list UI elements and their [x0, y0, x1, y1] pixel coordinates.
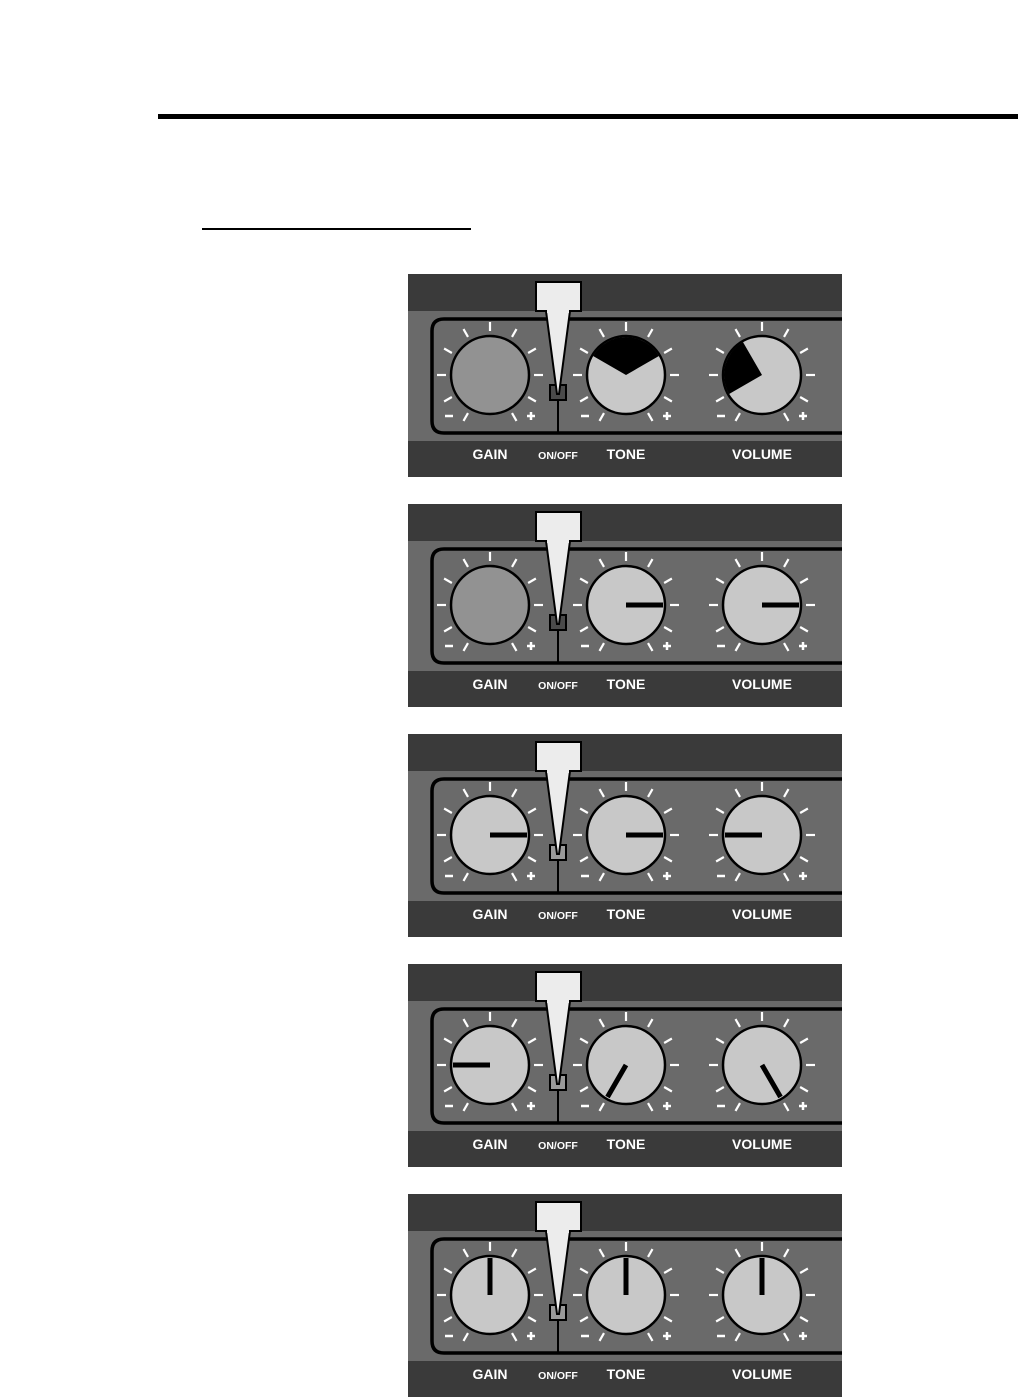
tone-label: TONE: [606, 1366, 646, 1382]
amp-control-panel: [408, 1194, 842, 1397]
tone-label: TONE: [606, 1136, 646, 1152]
knob-body: [451, 336, 529, 414]
amp-control-panel: [408, 964, 842, 1167]
callout-box: [536, 972, 581, 1001]
callout-box: [536, 1202, 581, 1231]
section-heading-rule: [202, 228, 471, 230]
gain-label: GAIN: [472, 676, 508, 692]
amp-control-panel: [408, 274, 842, 477]
on-off-label: ON/OFF: [538, 1370, 578, 1382]
tone-label: TONE: [606, 906, 646, 922]
gain-label: GAIN: [472, 446, 508, 462]
volume-label: VOLUME: [732, 446, 792, 462]
on-off-label: ON/OFF: [538, 450, 578, 462]
callout-box: [536, 512, 581, 541]
callout-box: [536, 282, 581, 311]
on-off-label: ON/OFF: [538, 910, 578, 922]
knob-body: [451, 566, 529, 644]
tone-label: TONE: [606, 676, 646, 692]
amp-control-panel: [408, 504, 842, 707]
callout-box: [536, 742, 581, 771]
amp-control-panel: [408, 734, 842, 937]
callout-joint: [547, 1228, 569, 1233]
callout-joint: [547, 538, 569, 543]
callout-joint: [547, 308, 569, 313]
on-off-label: ON/OFF: [538, 680, 578, 692]
gain-label: GAIN: [472, 1136, 508, 1152]
callout-joint: [547, 998, 569, 1003]
callout-joint: [547, 768, 569, 773]
volume-label: VOLUME: [732, 906, 792, 922]
volume-label: VOLUME: [732, 1136, 792, 1152]
gain-label: GAIN: [472, 906, 508, 922]
tone-label: TONE: [606, 446, 646, 462]
header-rule: [158, 114, 1018, 119]
volume-label: VOLUME: [732, 676, 792, 692]
volume-label: VOLUME: [732, 1366, 792, 1382]
on-off-label: ON/OFF: [538, 1140, 578, 1152]
gain-label: GAIN: [472, 1366, 508, 1382]
